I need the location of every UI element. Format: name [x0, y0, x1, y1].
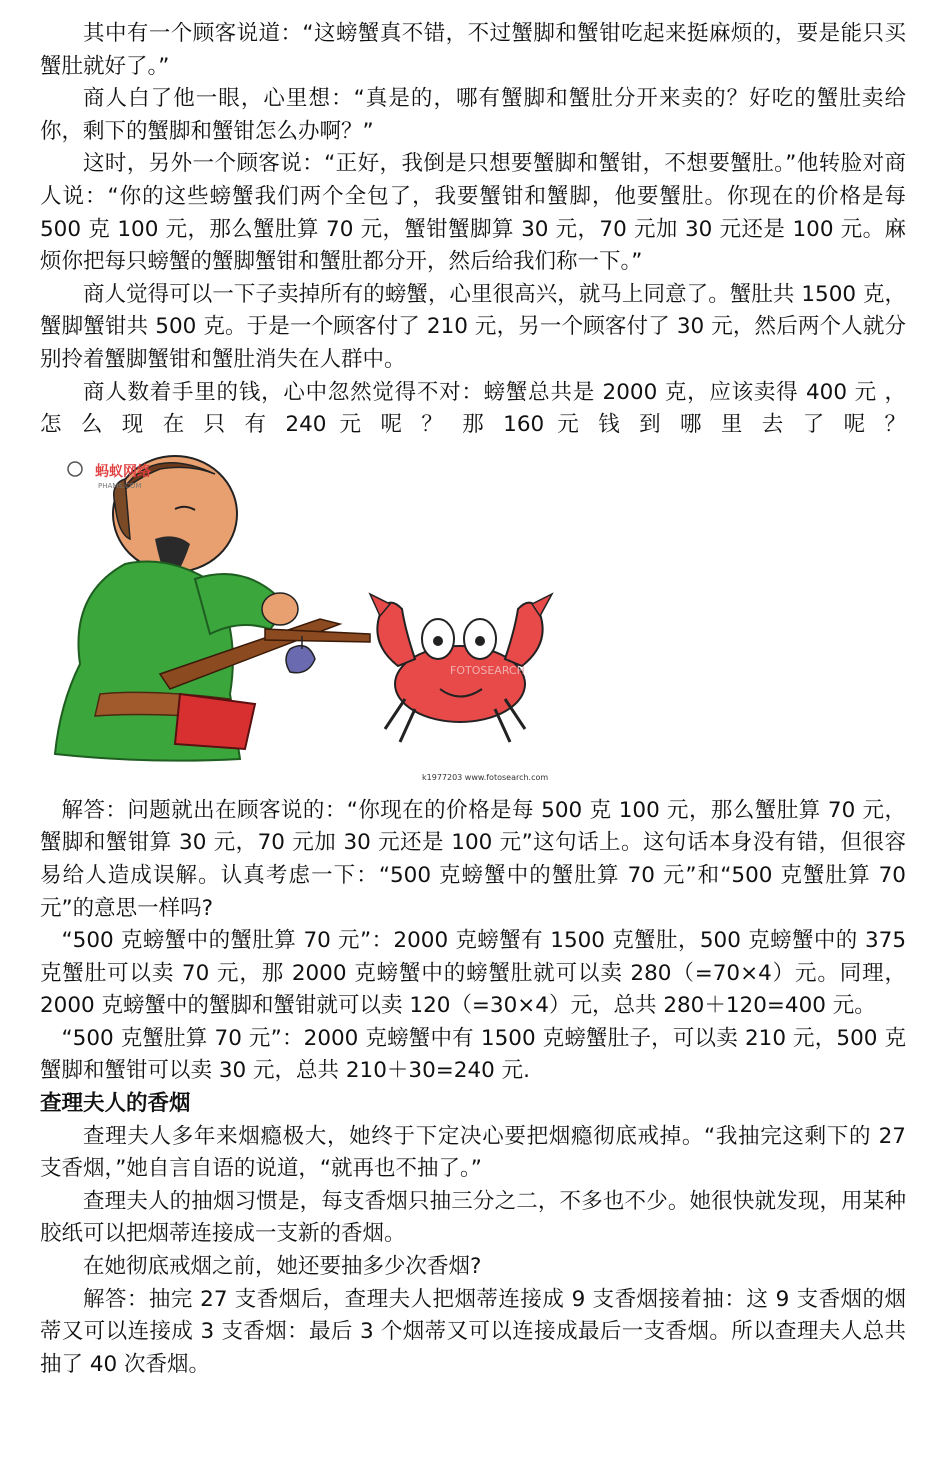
story2-answer: 解答：抽完 27 支香烟后，查理夫人把烟蒂连接成 9 支香烟接着抽：这 9 支香烟的烟蒂又可以连接成 3 支香烟：最后 3 个烟蒂又可以连接成最后一支香烟。所以查理夫人总共抽了 40 次香烟。: [40, 1286, 906, 1377]
story1-paragraph-5: 商人数着手里的钱，心中忽然觉得不对：螃蟹总共是 2000 克，应该卖得 400 元 ， 怎 么 现 在 只 有 240 元 呢 ？ 那 160 元 钱 到 哪 里 去 了 呢 ？: [40, 379, 906, 438]
crab-watermark: FOTOSEARCH: [450, 663, 525, 677]
story1-paragraph-3: 这时，另外一个顾客说：“正好，我倒是只想要蟹脚和蟹钳，不想要蟹肚。”他转脸对商人说：“你的这些螃蟹我们两个全包了，我要蟹钳和蟹脚，他要蟹肚。你现在的价格是每 500 克 100 元，那么蟹肚算 70 元，蟹钳蟹脚算 30 元，70 元加 30 元还是 100 元。麻烦你把每只螃蟹的蟹脚蟹钳和蟹肚都分开，然后给我们称一下。”: [40, 151, 906, 275]
crab-caption: k1977203 www.fotosearch.com: [422, 772, 549, 782]
story2-title: 查理夫人的香烟: [40, 1091, 191, 1117]
story1-answer-3: “500 克蟹肚算 70 元”：2000 克螃蟹中有 1500 克螃蟹肚子，可以卖 210 元，500 克蟹脚和蟹钳可以卖 30 元，总共 210＋30=240 元.: [40, 1025, 906, 1084]
illustration: [40, 444, 906, 789]
story1-paragraph-2: 商人白了他一眼，心里想：“真是的，哪有蟹脚和蟹肚分开来卖的？好吃的蟹肚卖给你，剩下的蟹脚和蟹钳怎么办啊？”: [40, 86, 906, 144]
story1-paragraph-1: 其中有一个顾客说道：“这螃蟹真不错，不过蟹脚和蟹钳吃起来挺麻烦的，要是能只买蟹肚就好了。”: [40, 21, 906, 79]
story1-answer-2: “500 克螃蟹中的蟹肚算 70 元”：2000 克螃蟹有 1500 克蟹肚，500 克螃蟹中的 375 克蟹肚可以卖 70 元，那 2000 克螃蟹中的螃蟹肚就可以卖 280（=70×4）元。同理，2000 克螃蟹中的蟹脚和蟹钳就可以卖 120（=30×4）元，总共 280＋120=400 元。: [40, 928, 906, 1019]
watermark-logo-text: 蚂蚁网络: [95, 463, 151, 480]
watermark-logo-subtext: PHAMS.COM: [98, 481, 142, 490]
crab-illustration: [370, 594, 552, 782]
illustration-art: [40, 444, 906, 789]
story1-paragraph-4: 商人觉得可以一下子卖掉所有的螃蟹，心里很高兴，就马上同意了。蟹肚共 1500 克，蟹脚蟹钳共 500 克。于是一个顾客付了 210 元，另一个顾客付了 30 元，然后两个人就分别拎着蟹脚蟹钳和蟹肚消失在人群中。: [40, 281, 906, 372]
document-page: [40, 18, 906, 1381]
merchant-illustration: [55, 456, 370, 761]
story2-paragraph-3: 在她彻底戒烟之前，她还要抽多少次香烟?: [83, 1254, 482, 1280]
story1-answer-1: 解答：问题就出在顾客说的：“你现在的价格是每 500 克 100 元，那么蟹肚算 70 元，蟹脚和蟹钳算 30 元，70 元加 30 元还是 100 元”这句话上。这句话本身没有错，但很容易给人造成误解。认真考虑一下：“500 克螃蟹中的蟹肚算 70 元”和“500 克蟹肚算 70 元”的意思一样吗?: [40, 797, 906, 921]
story2-paragraph-1: 查理夫人多年来烟瘾极大，她终于下定决心要把烟瘾彻底戒掉。“我抽完这剩下的 27 支香烟，”她自言自语的说道，“就再也不抽了。”: [40, 1123, 906, 1182]
watermark-logo: [68, 462, 151, 490]
story2-paragraph-2: 查理夫人的抽烟习惯是，每支香烟只抽三分之二，不多也不少。她很快就发现，用某种胶纸可以把烟蒂连接成一支新的香烟。: [40, 1188, 906, 1247]
